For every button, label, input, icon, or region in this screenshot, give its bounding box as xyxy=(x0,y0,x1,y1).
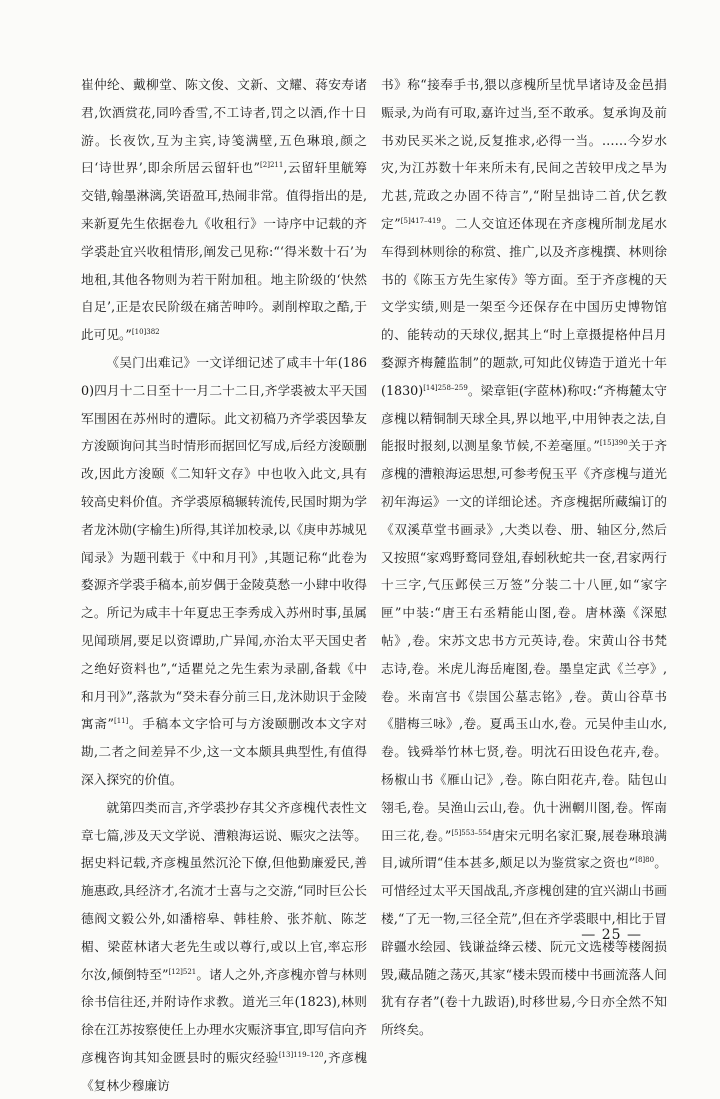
body-text: 。诸人之外,齐彦槐亦曾与林则徐书信往还,并附诗作求教。道光三年(1823),林则徐在江苏按察使任上办理水灾赈济事宜,即写信向齐彦槐咨询其知金匮县时的赈灾经验 xyxy=(81,966,367,1065)
citation-reference: [2]211 xyxy=(260,161,284,170)
body-text: 唐宋元明名家汇聚,展卷琳琅满目,诚所谓“佳本甚多,颇足以为鉴赏家之资也” xyxy=(381,827,667,871)
body-text: 。手稿本文字恰可与方浚颐删改本文字对勘,二者之间差异不少,这一文本颇具典型性,有值得深入探究的价值。 xyxy=(81,716,367,787)
citation-reference: [5]417–419 xyxy=(400,216,441,225)
citation-reference: [8]80 xyxy=(635,856,655,865)
left-column xyxy=(81,71,367,1099)
body-text: 崔仲纶、戴柳堂、陈文俊、文新、文耀、蒋安寿诸君,饮酒赏花,同吟香雪,不工诗者,罚之以酒,作十日游。长夜饮,互为主宾,诗笺满壁,五色琳琅,颜之曰‘诗世界’,即余所居云留轩也” xyxy=(81,77,367,176)
paragraph xyxy=(81,349,367,794)
citation-reference: [5]553–554 xyxy=(451,828,492,837)
citation-reference: [10]382 xyxy=(131,327,160,336)
body-text: ,齐彦槐《复林少穆廉访 xyxy=(81,1049,367,1093)
paragraph xyxy=(81,794,367,1099)
page-number: — 25 — xyxy=(581,927,642,943)
citation-reference: [14]258–259 xyxy=(423,383,468,392)
body-text: 。梁章钜(字茝林)称叹:“齐梅麓太守彦槐以精铜制天球全具,界以地平,中用钟表之法,自能报时报刻,以测星象节候,不差毫厘。” xyxy=(381,382,667,454)
body-text: 关于齐彦槐的漕粮海运思想,可参考倪玉平《齐彦槐与道光初年海运》一文的详细论述。齐彦槐据所藏编订的《双溪草堂书画录》,大类以卷、册、轴区分,然后又按照“家鸡野鹜同登俎,春蚓秋蛇共一奁,君家两行十三字,气压邺侯三万签”分装二十八匣,如“家字匣”中装:“唐王右丞精能山图,卷。唐林藻《深慰帖》,卷。宋苏文忠书方元英诗,卷。宋黄山谷书梵志诗,卷。米虎儿海岳庵图,卷。墨皇定武《兰亭》,卷。米南宫书《崇国公墓志铭》,卷。黄山谷草书《腊梅三咏》,卷。夏禹玉山水,卷。元吴仲圭山水,卷。钱舜举竹林七贤,卷。明沈石田设色花卉,卷。杨椒山书《雁山记》,卷。陈白阳花卉,卷。陆包山翎毛,卷。吴渔山云山,卷。仇十洲輞川图,卷。恽南田三花,卷。” xyxy=(381,438,668,843)
paragraph xyxy=(81,71,367,349)
body-text: ,云留轩里觥筹交错,翰墨淋漓,笑语盈耳,热闹非常。值得指出的是,来新夏先生依据卷九《收租行》一诗序中记载的齐学裘赴宜兴收租情形,阐发己见称:“‘得米数十石’为地租,其他各物则为若干附加租。地主阶级的‘快然自足’,正是农民阶级在痛苦呻吟。剥削榨取之酷,于此可见。” xyxy=(81,160,367,343)
body-text: 《吴门出难记》一文详细记述了咸丰十年(1860)四月十二日至十一月二十二日,齐学裘被太平天国军围困在苏州时的遭际。此文初稿乃齐学裘因挚友方浚颐询问其当时情形而据回忆写成,后经方浚颐删改,因此方浚颐《二知轩文存》中也收入此文,具有较高史料价值。齐学裘原稿辗转流传,民国时期为学者龙沐勋(字榆生)所得,其详加校录,以《庚申苏城见闻录》为题刊载于《中和月刊》,其题记称“此卷为婺源齐学裘手稿本,前岁偶于金陵莫愁一小肆中收得之。所记为咸丰十年夏忠王李秀成入苏州时事,虽属见闻琐屑,要足以资谭助,广异闻,亦治太平天国史者之绝好资料也”,“适瞿兑之先生索为录副,备载《中和月刊》”,落款为“癸未春分前三日,龙沐勋识于金陵寓斋” xyxy=(81,354,367,732)
citation-reference: [15]390 xyxy=(599,439,628,448)
citation-reference: [13]119–120 xyxy=(278,1050,324,1059)
body-text: 。可惜经过太平天国战乱,齐彦槐创建的宜兴湖山书画楼,“了无一物,三径全荒”,但在齐学裘眼中,相比于冒辟疆水绘园、钱谦益绛云楼、阮元文选楼等楼阁损毁,藏品随之荡灭,其家“楼未毁而楼中书画流落人间犹有存者”(卷十九跋语),时移世易,今日亦全然不知所终矣。 xyxy=(381,855,667,1038)
citation-reference: [12]521 xyxy=(168,967,197,976)
citation-reference: [11] xyxy=(114,717,129,726)
paragraph xyxy=(381,71,667,1044)
body-text: 书》称“接奉手书,猥以彦槐所呈忧旱诸诗及金邑捐赈录,为尚有可取,嘉许过当,至不敢承。复承询及前书劝民买米之说,反复推求,必得一当。……今岁水灾,为江苏数十年来所未有,民间之苦较甲戌之旱为尤甚,荒政之办固不待言”,“附呈拙诗二首,伏乞教定” xyxy=(381,77,667,231)
body-text: 就第四类而言,齐学裘抄存其父齐彦槐代表性文章七篇,涉及天文学说、漕粮海运说、赈灾之法等。据史料记载,齐彦槐虽然沉沦下僚,但他勤廉爱民,善施惠政,具经济才,名流才士喜与之交游,“同时巨公长德阀文毅公外,如潘榕皋、韩桂舲、张芥航、陈芝楣、梁茝林诸大老先生或以尊行,或以上官,率忘形尔汝,倾倒特至” xyxy=(81,799,367,982)
body-text: 。二人交谊还体现在齐彦槐所制龙尾水车得到林则徐的称赏、推广,以及齐彦槐撰、林则徐书的《陈玉方先生家传》等方面。至于齐彦槐的天文学实绩,则是一架至今还保存在中国历史博物馆的、能转动的天球仪,据其上“时上章摄提格仲吕月婺源齐梅麓监制”的题款,可知此仪铸造于道光十年(1830) xyxy=(381,215,667,398)
right-column xyxy=(381,71,667,1044)
